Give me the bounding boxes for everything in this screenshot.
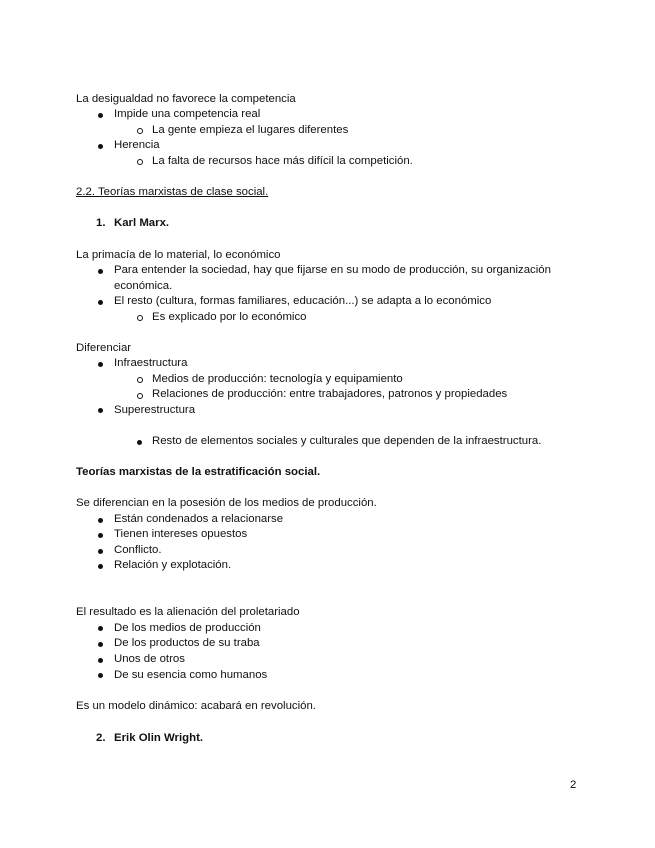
bullet-icon [98,113,103,118]
sub-bullet-icon [137,377,143,383]
paragraph-heading: El resultado es la alienación del proletariado [76,606,300,618]
subsection-title: Teorías marxistas de la estratificación social. [76,466,321,478]
sub-bullet-icon [137,159,143,165]
list-item: Impide una competencia real [114,108,261,120]
bullet-icon [98,300,103,305]
bullet-icon [98,518,103,523]
sub-list-item: Es explicado por lo económico [152,311,307,323]
list-item: Tienen intereses opuestos [114,528,248,540]
list-item: Superestructura [114,404,196,416]
list-item: De los medios de producción [114,622,261,634]
bullet-icon [98,533,103,538]
bullet-icon [98,549,103,554]
bullet-icon [98,658,103,663]
sub-bullet-icon [137,315,143,321]
heading-number: 2. [96,732,106,744]
paragraph-heading: La desigualdad no favorece la competencia [76,93,296,105]
list-item: Relación y explotación. [114,559,232,571]
bullet-icon [98,408,103,413]
section-title: 2.2. Teorías marxistas de clase social. [76,186,269,198]
list-item: Conflicto. [114,544,162,556]
page-number: 2 [570,779,577,791]
bullet-icon [98,362,103,367]
sub-list-item: Resto de elementos sociales y culturales que dependen de la infraestructura. [152,435,542,447]
subsection-title: Erik Olin Wright. [114,732,204,744]
sub-list-item: Relaciones de producción: entre trabajadores, patronos y propiedades [152,388,508,400]
paragraph-heading: Se diferencian en la posesión de los medios de producción. [76,497,377,509]
list-item-continuation: económica. [114,280,173,292]
list-item: De su esencia como humanos [114,669,268,681]
list-item: Herencia [114,139,160,151]
sub-bullet-icon [137,393,143,399]
bullet-icon [98,642,103,647]
paragraph-heading: La primacía de lo material, lo económico [76,249,281,261]
list-item: De los productos de su traba [114,637,260,649]
heading-number: 1. [96,217,106,229]
sub-list-item: Medios de producción: tecnología y equipamiento [152,373,403,385]
subsection-title: Karl Marx. [114,217,170,229]
sub-list-item: La gente empieza el lugares diferentes [152,124,349,136]
sub-list-item: La falta de recursos hace más difícil la competición. [152,155,413,167]
bullet-icon [98,144,103,149]
paragraph-heading: Diferenciar [76,342,132,354]
sub-bullet-icon [137,128,143,134]
bullet-icon [98,626,103,631]
list-item: Infraestructura [114,357,188,369]
bullet-icon [98,269,103,274]
list-item: El resto (cultura, formas familiares, educación...) se adapta a lo económico [114,295,492,307]
bullet-icon [98,673,103,678]
paragraph: Es un modelo dinámico: acabará en revolución. [76,700,316,712]
list-item: Para entender la sociedad, hay que fijarse en su modo de producción, su organización [114,264,551,276]
bullet-icon [98,564,103,569]
list-item: Unos de otros [114,653,185,665]
bullet-icon [137,440,142,445]
list-item: Están condenados a relacionarse [114,513,284,525]
